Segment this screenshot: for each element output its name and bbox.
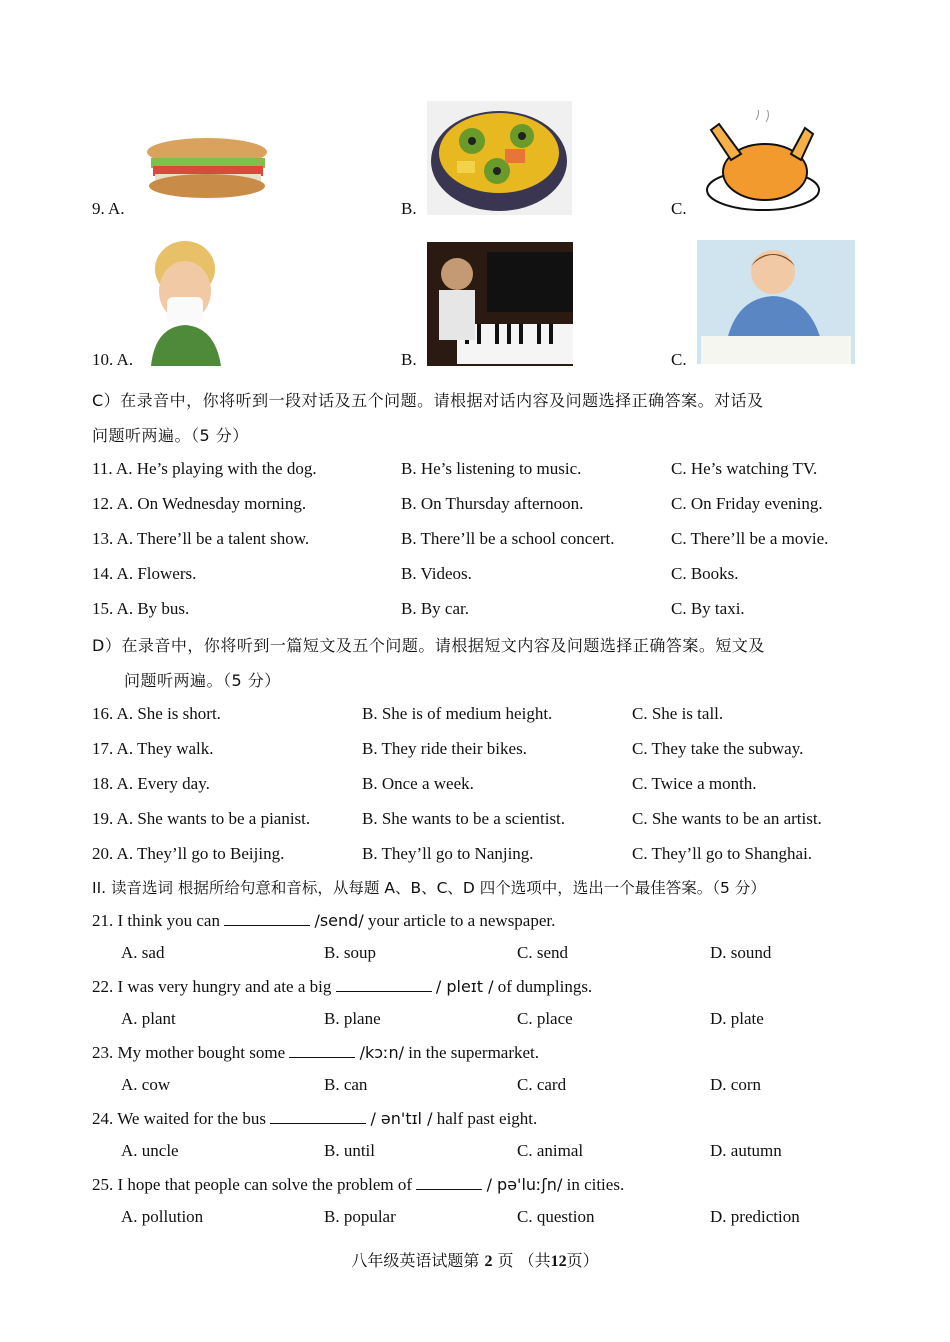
question-18-option-c: C. Twice a month. [632, 774, 757, 793]
question-14-option-b: B. Videos. [401, 564, 472, 583]
question-24-option-a: A. uncle [121, 1141, 179, 1160]
question-20-option-b: B. They’ll go to Nanjing. [362, 844, 534, 863]
boy-writing-image [697, 240, 855, 364]
question-24-option-c: C. animal [517, 1141, 584, 1160]
question-14-option-c: C. Books. [671, 564, 739, 583]
question-22-option-b: B. plane [324, 1009, 381, 1028]
question-11-option-c: C. He’s watching TV. [671, 459, 818, 478]
question-22-option-c: C. place [517, 1009, 573, 1028]
question-14-option-a: 14. A. Flowers. [92, 564, 197, 583]
question-23-stem [92, 1041, 539, 1064]
question-19-option-b: B. She wants to be a scientist. [362, 809, 566, 828]
question-13-option-a: 13. A. There’ll be a talent show. [92, 529, 310, 548]
question-25-option-a: A. pollution [121, 1207, 204, 1226]
question-23-option-a: A. cow [121, 1075, 171, 1094]
question-16-option-c: C. She is tall. [632, 704, 724, 723]
question-20-option-c: C. They’ll go to Shanghai. [632, 844, 813, 863]
footer-page-number: 2 [484, 1253, 493, 1270]
sandwich-image [145, 136, 269, 200]
section-c-instruction-line2: 问题听两遍。（5 分） [92, 426, 249, 445]
question-15-option-a: 15. A. By bus. [92, 599, 190, 618]
question-23-phonetic: /kɔːn/ [359, 1043, 405, 1062]
footer-suffix: 页） [566, 1251, 599, 1270]
footer-middle: 页 （共 [497, 1251, 551, 1270]
question-19-option-a: 19. A. She wants to be a pianist. [92, 809, 311, 828]
question-21-pre: 21. I think you can [92, 911, 220, 930]
q10-label: 10. A. [92, 350, 134, 369]
question-24-stem [92, 1107, 537, 1130]
question-21-option-a: A. sad [121, 943, 165, 962]
question-24-phonetic: / ən'tɪl / [370, 1109, 433, 1128]
section-ii-heading: II. 读音选词 根据所给句意和音标，从每题 A、B、C、D 四个选项中，选出一个最佳答案。（5 分） [92, 879, 766, 897]
fruit-salad-image [427, 101, 572, 215]
question-25-stem [92, 1173, 624, 1196]
question-19-option-c: C. She wants to be an artist. [632, 809, 822, 828]
footer-total-pages: 12 [550, 1253, 567, 1270]
question-25-option-d: D. prediction [710, 1207, 800, 1226]
footer-prefix: 八年级英语试题第 [351, 1251, 480, 1270]
question-25-pre: 25. I hope that people can solve the problem of [92, 1175, 413, 1194]
question-17-option-b: B. They ride their bikes. [362, 739, 527, 758]
boy-piano-image [427, 242, 573, 366]
question-23-blank [289, 1041, 355, 1058]
question-24-post: half past eight. [436, 1109, 538, 1128]
page-footer [0, 1248, 950, 1271]
boy-sneezing-image [145, 239, 227, 366]
question-22-option-d: D. plate [710, 1009, 764, 1028]
question-25-post: in cities. [566, 1175, 625, 1194]
question-15-option-b: B. By car. [401, 599, 469, 618]
question-18-option-a: 18. A. Every day. [92, 774, 210, 793]
question-21-stem [92, 909, 555, 932]
question-21-post: your article to a newspaper. [367, 911, 556, 930]
section-d-instruction-line2: 问题听两遍。（5 分） [124, 671, 281, 690]
question-18-option-b: B. Once a week. [362, 774, 474, 793]
question-15-option-c: C. By taxi. [671, 599, 745, 618]
question-24-blank [270, 1107, 366, 1124]
question-25-option-b: B. popular [324, 1207, 396, 1226]
question-20-option-a: 20. A. They’ll go to Beijing. [92, 844, 285, 863]
question-22-phonetic: / pleɪt / [435, 977, 494, 996]
section-c-instruction-line1: C）在录音中，你将听到一段对话及五个问题。请根据对话内容及问题选择正确答案。对话及 [92, 391, 764, 410]
question-25-option-c: C. question [517, 1207, 595, 1226]
question-17-option-a: 17. A. They walk. [92, 739, 214, 758]
question-12-option-c: C. On Friday evening. [671, 494, 823, 513]
question-22-option-a: A. plant [121, 1009, 176, 1028]
question-23-option-b: B. can [324, 1075, 368, 1094]
q10-b-label: B. [401, 350, 417, 369]
q9-c-label: C. [671, 199, 687, 218]
question-11-option-a: 11. A. He’s playing with the dog. [92, 459, 317, 478]
q9-label: 9. A. [92, 199, 125, 218]
question-21-option-c: C. send [517, 943, 568, 962]
question-23-option-c: C. card [517, 1075, 567, 1094]
question-22-blank [336, 975, 432, 992]
question-23-pre: 23. My mother bought some [92, 1043, 286, 1062]
question-25-blank [416, 1173, 482, 1190]
question-21-option-d: D. sound [710, 943, 772, 962]
question-24-pre: 24. We waited for the bus [92, 1109, 266, 1128]
q9-b-label: B. [401, 199, 417, 218]
question-24-option-d: D. autumn [710, 1141, 782, 1160]
question-24-option-b: B. until [324, 1141, 376, 1160]
question-13-option-b: B. There’ll be a school concert. [401, 529, 615, 548]
question-11-option-b: B. He’s listening to music. [401, 459, 582, 478]
question-21-blank [224, 909, 310, 926]
question-22-pre: 22. I was very hungry and ate a big [92, 977, 332, 996]
section-d-instruction-line1: D）在录音中，你将听到一篇短文及五个问题。请根据短文内容及问题选择正确答案。短文及 [92, 636, 765, 655]
question-12-option-b: B. On Thursday afternoon. [401, 494, 584, 513]
question-16-option-b: B. She is of medium height. [362, 704, 553, 723]
question-22-stem [92, 975, 592, 998]
question-13-option-c: C. There’ll be a movie. [671, 529, 829, 548]
question-17-option-c: C. They take the subway. [632, 739, 804, 758]
question-21-phonetic: /send/ [314, 911, 364, 930]
question-16-option-a: 16. A. She is short. [92, 704, 221, 723]
q10-c-label: C. [671, 350, 687, 369]
question-12-option-a: 12. A. On Wednesday morning. [92, 494, 307, 513]
question-23-post: in the supermarket. [408, 1043, 540, 1062]
roast-chicken-image [701, 110, 821, 214]
question-25-phonetic: / pə'luːʃn/ [486, 1175, 563, 1194]
question-21-option-b: B. soup [324, 943, 376, 962]
question-23-option-d: D. corn [710, 1075, 761, 1094]
question-22-post: of dumplings. [497, 977, 593, 996]
